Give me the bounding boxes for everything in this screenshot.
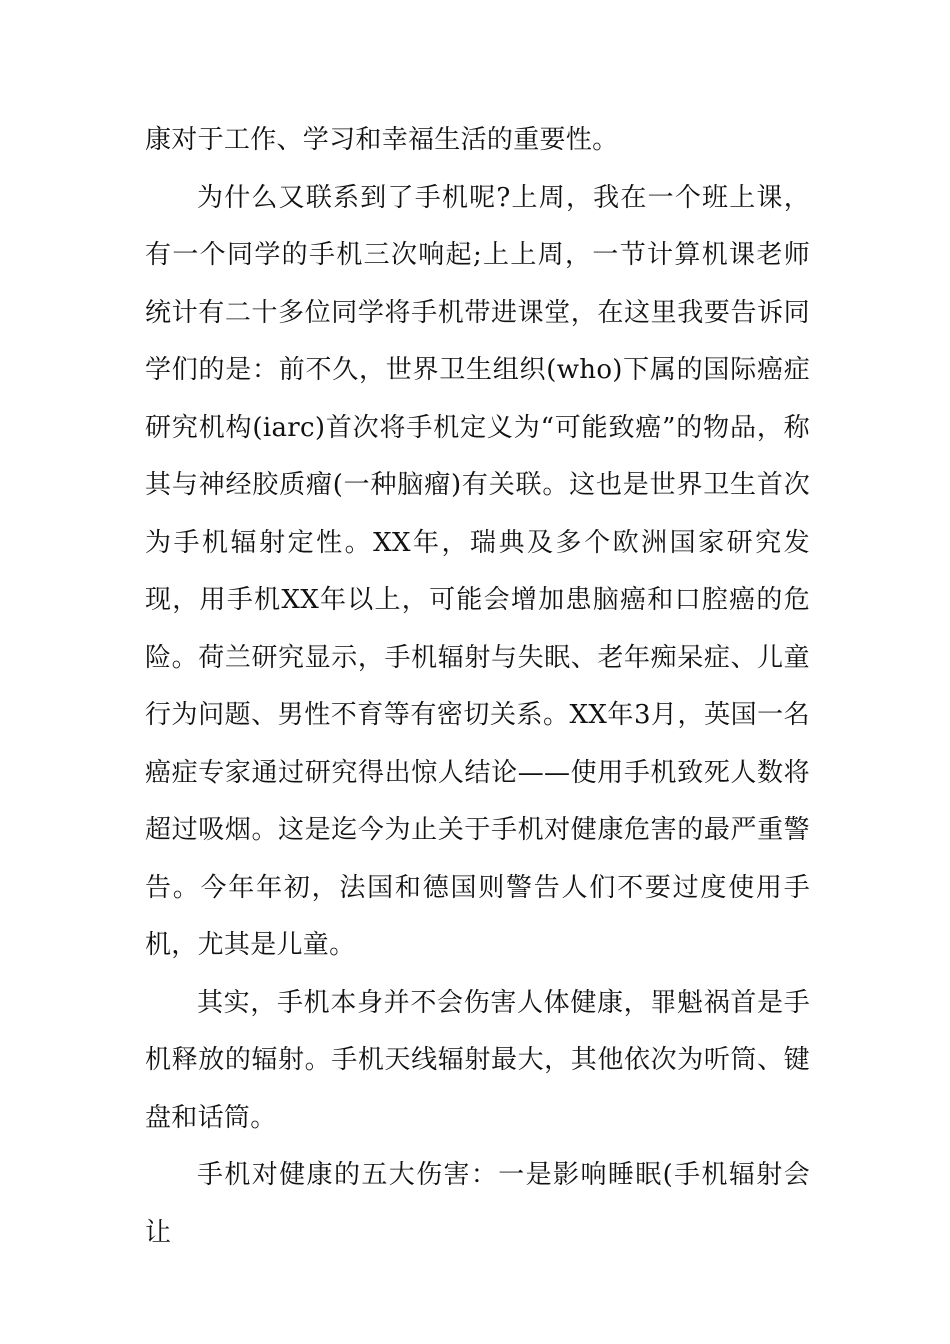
paragraph-why-phone: 为什么又联系到了手机呢?上周，我在一个班上课，有一个同学的手机三次响起;上上周，一节计算机课老师统计有二十多位同学将手机带进课堂，在这里我要告诉同学们的是：前不久，世界卫生组织(who)下属的国际癌症研究机构(iarc)首次将手机定义为“可能致癌”的物品，称其与神经胶质瘤(一种脑瘤)有关联。这也是世界卫生首次为手机辐射定性。XX年，瑞典及多个欧洲国家研究发现，用手机XX年以上，可能会增加患脑癌和口腔癌的危险。荷兰研究显示，手机辐射与失眠、老年痴呆症、儿童行为问题、男性不育等有密切关系。XX年3月，英国一名癌症专家通过研究得出惊人结论——使用手机致死人数将超过吸烟。这是迄今为止关于手机对健康危害的最严重警告。今年年初，法国和德国则警告人们不要过度使用手机，尤其是儿童。 <box>145 182 810 960</box>
paragraph-radiation: 其实，手机本身并不会伤害人体健康，罪魁祸首是手机释放的辐射。手机天线辐射最大，其他依次为听筒、键盘和话筒。 <box>145 987 810 1133</box>
paragraph-continuation: 康对于工作、学习和幸福生活的重要性。 <box>145 125 619 155</box>
paragraph-five-harms: 手机对健康的五大伤害：一是影响睡眠(手机辐射会让 <box>145 1160 810 1248</box>
body-text <box>145 112 810 1262</box>
